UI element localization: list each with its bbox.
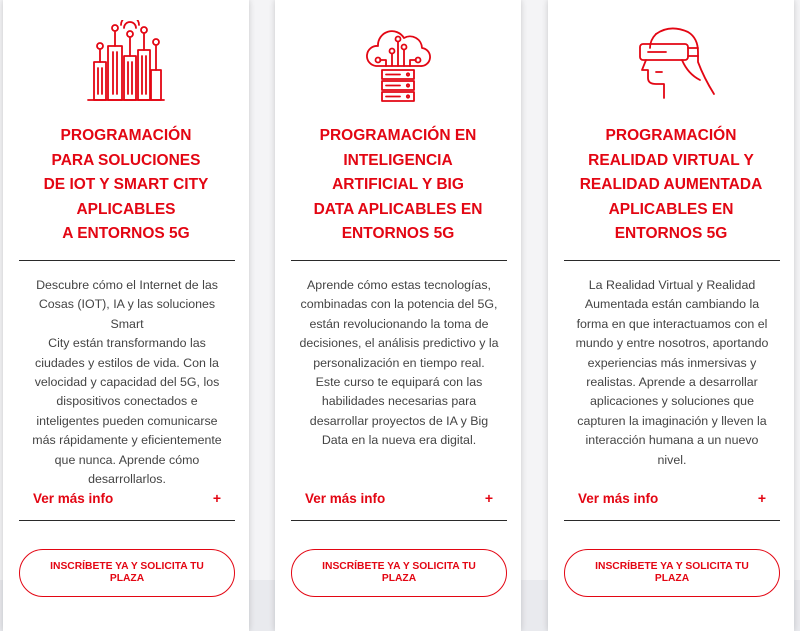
divider xyxy=(291,260,507,261)
course-description: Aprende cómo estas tecnologías, combinadas con la potencia del 5G, están revolucionando la toma de decisiones, el análisis predictivo y la personalización en tiempo real. Este curso te equipará con las habilidades necesarias para desarrollar proyectos de IA y Big Data en la nueva era digital. xyxy=(299,278,499,448)
smart-city-icon xyxy=(3,20,249,106)
enroll-button[interactable]: INSCRÍBETE YA Y SOLICITA TU PLAZA xyxy=(19,549,235,597)
more-info-toggle[interactable] xyxy=(578,490,766,506)
course-title: PROGRAMACIÓN PARA SOLUCIONES DE IOT Y SMART CITY APLICABLES A ENTORNOS 5G xyxy=(43,127,209,242)
more-info-label: Ver más info xyxy=(33,490,114,506)
more-info-toggle[interactable] xyxy=(305,490,493,506)
course-description: Descubre cómo el Internet de las Cosas (IOT), IA y las soluciones Smart City están transformando las ciudades y estilos de vida. Con la velocidad y capacidad del 5G, los dispositivos conectados e inteligentes pueden comunicarse más rápidamente y eficientemente que nunca. Aprende cómo desarrollarlos. xyxy=(32,278,222,487)
more-info-label: Ver más info xyxy=(578,490,659,506)
more-info-toggle[interactable] xyxy=(33,490,221,506)
divider xyxy=(291,520,507,521)
divider xyxy=(564,520,780,521)
plus-icon: + xyxy=(757,490,766,506)
cloud-server-icon xyxy=(275,20,521,106)
course-card-iot xyxy=(3,0,249,631)
enroll-button[interactable]: INSCRÍBETE YA Y SOLICITA TU PLAZA xyxy=(291,549,507,597)
divider xyxy=(19,520,235,521)
divider xyxy=(564,260,780,261)
course-title: PROGRAMACIÓN EN INTELIGENCIA ARTIFICIAL Y BIG DATA APLICABLES EN ENTORNOS 5G xyxy=(313,127,483,242)
course-card-vr-ar xyxy=(548,0,794,631)
course-card-ai-bigdata xyxy=(275,0,521,631)
enroll-button[interactable]: INSCRÍBETE YA Y SOLICITA TU PLAZA xyxy=(564,549,780,597)
plus-icon: + xyxy=(212,490,221,506)
more-info-label: Ver más info xyxy=(305,490,386,506)
plus-icon: + xyxy=(484,490,493,506)
divider xyxy=(19,260,235,261)
course-title: PROGRAMACIÓN REALIDAD VIRTUAL Y REALIDAD AUMENTADA APLICABLES EN ENTORNOS 5G xyxy=(579,127,763,242)
vr-headset-icon xyxy=(548,20,794,106)
course-description: La Realidad Virtual y Realidad Aumentada están cambiando la forma en que interactuamos con el mundo y entre nosotros, aportando experiencias más inmersivas y realistas. Aprende a desarrollar aplicaciones y soluciones que capturen la imaginación y lleven la interacción humana a un nuevo nivel. xyxy=(575,278,769,467)
